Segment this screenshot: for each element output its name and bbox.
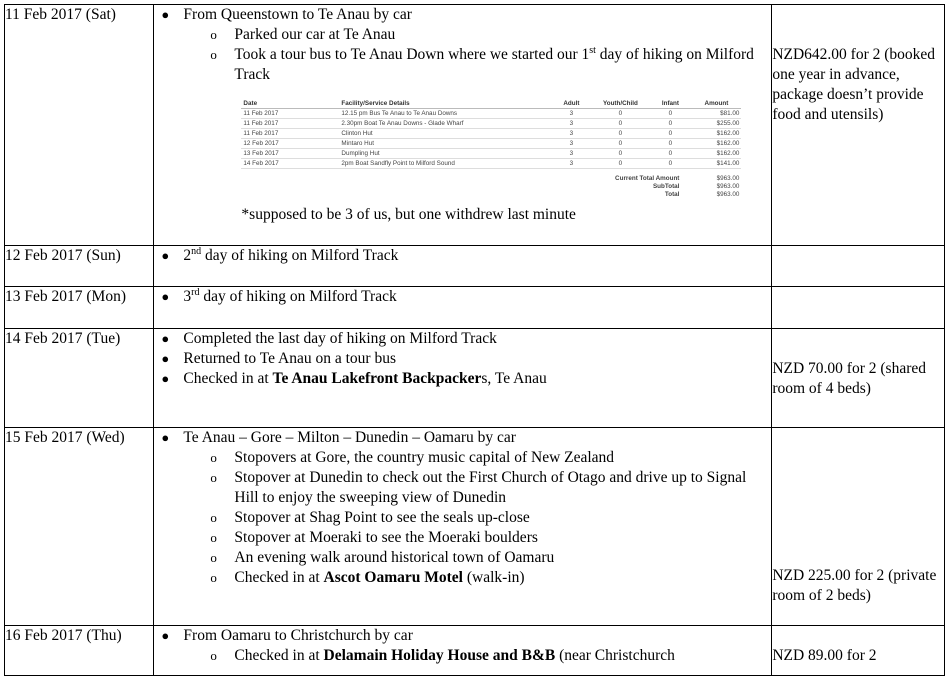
booking-row [241, 109, 741, 119]
booking-cell: 14 Feb 2017 [241, 159, 339, 169]
sub-list-item: o Stopovers at Gore, the country music capital of New Zealand [210, 449, 615, 466]
booking-cell: 11 Feb 2017 [241, 129, 339, 139]
bullet-icon: ● [161, 430, 170, 445]
booking-totals [241, 175, 741, 199]
booking-cell: 0 [649, 119, 691, 129]
booking-cell: $162.00 [691, 149, 741, 159]
circle-bullet-icon: o [210, 510, 217, 525]
table-row [5, 329, 945, 428]
itinerary-table [4, 4, 945, 676]
booking-cell: 0 [649, 159, 691, 169]
booking-row [241, 129, 741, 139]
booking-header-row [241, 99, 741, 109]
activities-cell [154, 428, 772, 626]
activities-cell [154, 626, 772, 676]
cost-cell: NZD642.00 for 2 (booked one year in advance, package doesn’t provide food and utensils) [772, 5, 945, 246]
table-row [5, 287, 945, 329]
booking-row [241, 119, 741, 129]
booking-cell: 3 [551, 129, 591, 139]
cost-cell: NZD 89.00 for 2 [772, 626, 945, 676]
total-line: SubTotal $963.00 [652, 183, 740, 190]
booking-cell: 0 [591, 119, 649, 129]
footnote: *supposed to be 3 of us, but one withdrew last minute [241, 206, 576, 223]
circle-bullet-icon: o [210, 47, 217, 62]
sub-list-item: o Stopover at Shag Point to see the seals up-close [210, 509, 530, 526]
column-header: Date [241, 99, 339, 109]
booking-cell: 3 [551, 119, 591, 129]
activities-cell [154, 329, 772, 428]
circle-bullet-icon: o [210, 570, 217, 585]
activities-cell [154, 5, 772, 246]
booking-cell: 0 [591, 149, 649, 159]
table-row [5, 428, 945, 626]
booking-cell: $81.00 [691, 109, 741, 119]
booking-cell: 0 [591, 159, 649, 169]
activities-cell [154, 287, 772, 329]
booking-cell: $255.00 [691, 119, 741, 129]
sub-list-item: o Checked in at Delamain Holiday House and B&B (near Christchurch [210, 647, 675, 664]
booking-cell: $162.00 [691, 129, 741, 139]
booking-cell: Mintaro Hut [339, 139, 551, 149]
total-line: Total $963.00 [664, 191, 740, 198]
cost-cell [772, 246, 945, 287]
circle-bullet-icon: o [210, 27, 217, 42]
booking-cell: 2.30pm Boat Te Anau Downs - Glade Wharf [339, 119, 551, 129]
booking-cell: $162.00 [691, 139, 741, 149]
circle-bullet-icon: o [210, 550, 217, 565]
date-cell: 13 Feb 2017 (Mon) [5, 287, 154, 329]
total-line: Current Total Amount $963.00 [615, 175, 740, 182]
booking-cell: 3 [551, 139, 591, 149]
list-item: ● Te Anau – Gore – Milton – Dunedin – Oamaru by car [161, 429, 516, 446]
list-item: ● Returned to Te Anau on a tour bus [161, 350, 397, 367]
booking-row [241, 159, 741, 169]
bullet-icon: ● [161, 371, 170, 386]
list-item: ● From Oamaru to Christchurch by car [161, 627, 413, 644]
booking-cell: 11 Feb 2017 [241, 109, 339, 119]
booking-cell: 0 [591, 139, 649, 149]
bullet-icon: ● [161, 248, 170, 263]
booking-cell: 12.15 pm Bus Te Anau to Te Anau Downs [339, 109, 551, 119]
cost-cell: NZD 70.00 for 2 (shared room of 4 beds) [772, 329, 945, 428]
booking-cell: 2pm Boat Sandfly Point to Milford Sound [339, 159, 551, 169]
bullet-icon: ● [161, 331, 170, 346]
circle-bullet-icon: o [210, 450, 217, 465]
bullet-icon: ● [161, 7, 170, 22]
booking-cell: 3 [551, 149, 591, 159]
sub-list-item: o Parked our car at Te Anau [210, 26, 396, 43]
sub-list-item: o Checked in at Ascot Oamaru Motel (walk-in) [210, 569, 525, 586]
sub-list-item: o Took a tour bus to Te Anau Down where we started our 1st day of hiking on Milford Track [210, 44, 754, 83]
activities-cell [154, 246, 772, 287]
bullet-icon: ● [161, 628, 170, 643]
booking-cell: 12 Feb 2017 [241, 139, 339, 149]
booking-table [241, 99, 741, 169]
circle-bullet-icon: o [210, 470, 217, 485]
table-row [5, 5, 945, 246]
booking-cell: 0 [649, 149, 691, 159]
booking-cell: 13 Feb 2017 [241, 149, 339, 159]
list-item: ● From Queenstown to Te Anau by car [161, 6, 412, 23]
booking-cell: 3 [551, 159, 591, 169]
bullet-icon: ● [161, 289, 170, 304]
table-row [5, 246, 945, 287]
list-item: ● 3rd day of hiking on Milford Track [161, 286, 397, 305]
booking-cell: 0 [649, 129, 691, 139]
list-item: ● Completed the last day of hiking on Milford Track [161, 330, 497, 347]
booking-cell: $141.00 [691, 159, 741, 169]
date-cell: 11 Feb 2017 (Sat) [5, 5, 154, 246]
table-row [5, 626, 945, 676]
booking-cell: 0 [649, 139, 691, 149]
booking-summary [241, 99, 741, 199]
date-cell: 12 Feb 2017 (Sun) [5, 246, 154, 287]
column-header: Infant [649, 99, 691, 109]
column-header: Amount [691, 99, 741, 109]
booking-cell: Clinton Hut [339, 129, 551, 139]
sub-list-item: o Stopover at Moeraki to see the Moeraki boulders [210, 529, 538, 546]
list-item: ● 2nd day of hiking on Milford Track [161, 245, 399, 264]
booking-cell: Dumpling Hut [339, 149, 551, 159]
circle-bullet-icon: o [210, 648, 217, 663]
column-header: Adult [551, 99, 591, 109]
booking-row [241, 139, 741, 149]
column-header: Facility/Service Details [339, 99, 551, 109]
bullet-icon: ● [161, 351, 170, 366]
circle-bullet-icon: o [210, 530, 217, 545]
booking-cell: 0 [591, 129, 649, 139]
sub-list-item: o Stopover at Dunedin to check out the First Church of Otago and drive up to Signal Hill to enjoy the sweeping view of Dunedin [210, 469, 747, 506]
cost-cell [772, 287, 945, 329]
booking-row [241, 149, 741, 159]
date-cell: 15 Feb 2017 (Wed) [5, 428, 154, 626]
cost-cell: NZD 225.00 for 2 (private room of 2 beds) [772, 428, 945, 626]
date-cell: 14 Feb 2017 (Tue) [5, 329, 154, 428]
column-header: Youth/Child [591, 99, 649, 109]
list-item: ● Checked in at Te Anau Lakefront Backpackers, Te Anau [161, 370, 547, 387]
booking-cell: 0 [591, 109, 649, 119]
sub-list-item: o An evening walk around historical town of Oamaru [210, 549, 555, 566]
booking-cell: 3 [551, 109, 591, 119]
date-cell: 16 Feb 2017 (Thu) [5, 626, 154, 676]
booking-cell: 0 [649, 109, 691, 119]
booking-cell: 11 Feb 2017 [241, 119, 339, 129]
